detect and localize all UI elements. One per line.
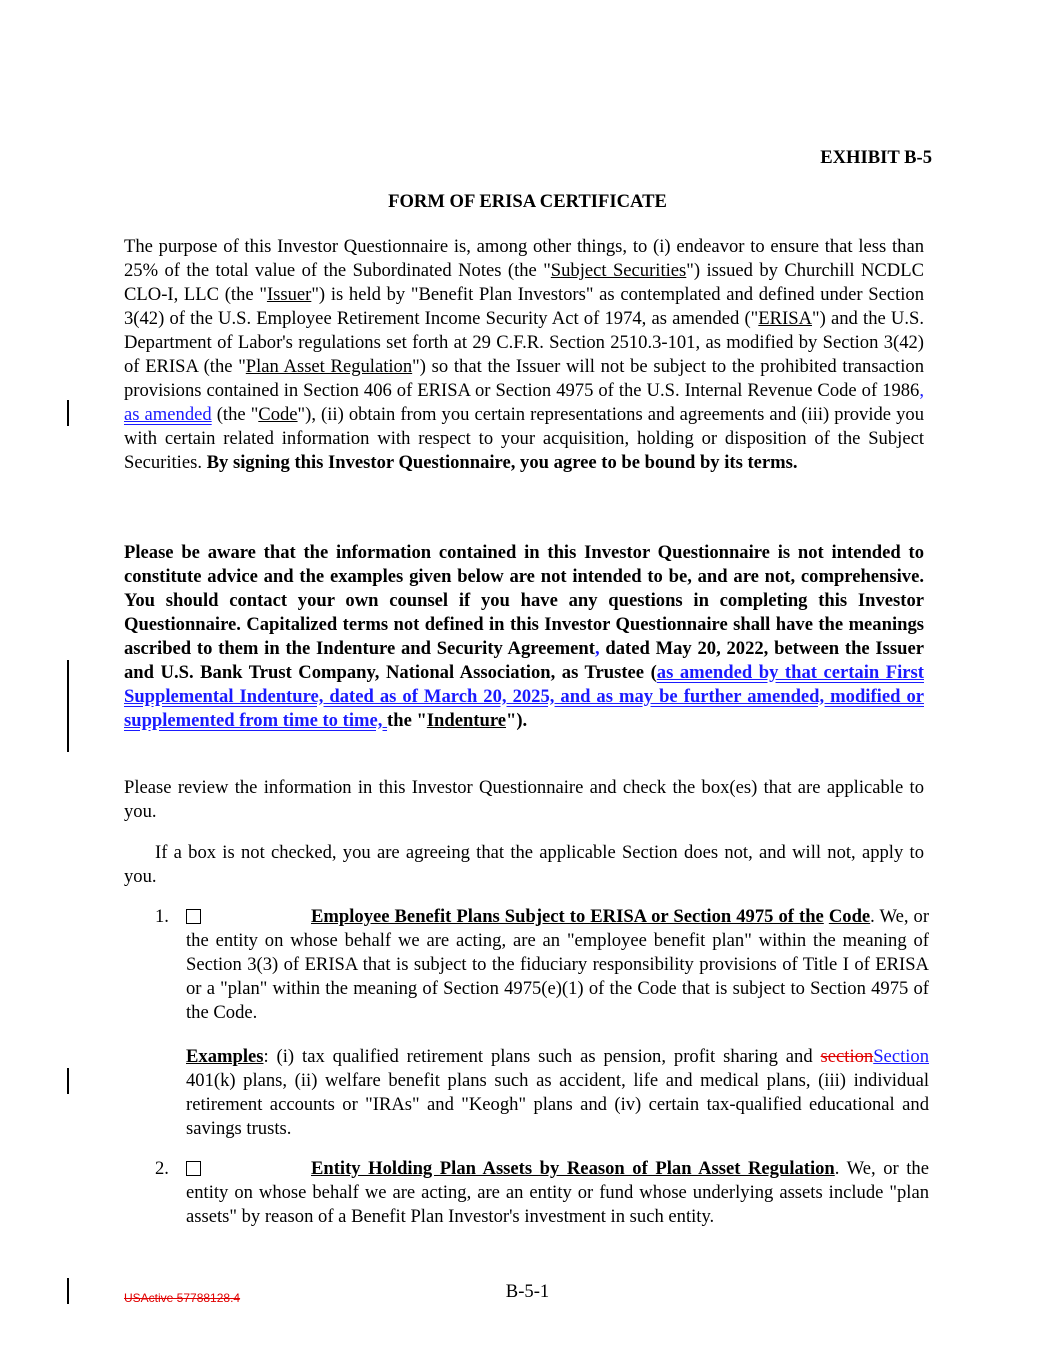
inserted-text: ,	[594, 638, 600, 659]
text-run: : (i) tax qualified retirement plans such as pension, profit sharing and	[263, 1046, 821, 1067]
item-heading: Code	[828, 906, 871, 927]
text-run: the "	[387, 710, 427, 731]
page-number: B-5-1	[505, 1281, 550, 1302]
item-number: 2.	[155, 1158, 169, 1179]
text-run: Please be aware that the information contained in this Investor Questionnaire is not intended to constitute advice and the examples given below are not intended to be, and are not, comprehensive. You should contact your own counsel if you have any questions in completing this Investor Questionnaire. Capitalized terms not defined in this Investor Questionnaire shall have the meanings ascribed to them in the Indenture and Security Agreement	[124, 542, 924, 659]
text-run: ") so that the Issuer will not be subject to the prohibited transaction provisions contained in Section 406 of ERISA or Section 4975 of the U.S. Internal Revenue Code of 1986	[124, 356, 924, 401]
defined-term-issuer: Issuer	[266, 284, 312, 305]
change-bar	[67, 1068, 69, 1094]
document-id: USActive 57788128.4	[124, 1291, 241, 1305]
text-run: The purpose of this Investor Questionnaire is, among other things, to (i) endeavor to ensure that less than 25% of the total value of the Subordinated Notes (the "	[124, 236, 924, 281]
intro-paragraph	[124, 235, 924, 475]
item-number: 1.	[155, 906, 169, 927]
change-bar	[67, 660, 69, 752]
inserted-text: Section	[873, 1046, 929, 1067]
defined-term-indenture: Indenture	[426, 710, 507, 731]
page-title: FORM OF ERISA CERTIFICATE	[388, 191, 667, 212]
bold-statement: By signing this Investor Questionnaire, you agree to be bound by its terms.	[206, 452, 798, 473]
text-run: "), (ii) obtain from you certain representations and agreements and (iii) provide you with certain related information with respect to your acquisition, holding or disposition of the Subject Securities.	[124, 404, 925, 473]
defined-term-plan-asset-regulation: Plan Asset Regulation	[245, 356, 413, 377]
item-body: . We, or the entity on whose behalf we are acting, are an entity or fund whose underlying assets include "plan assets" by reason of a Benefit Plan Investor's investment in such entity.	[186, 1158, 929, 1227]
item-body: . We, or the entity on whose behalf we are acting, are an "employee benefit plan" within the meaning of Section 3(3) of ERISA that is subject to the fiduciary responsibility provisions of Title I of ERISA or a "plan" within the meaning of Section 4975(e)(1) of the Code that is subject to Section 4975 of the Code.	[186, 906, 930, 1023]
default-note-paragraph: If a box is not checked, you are agreeing that the applicable Section does not, and will not, apply to you.	[124, 842, 924, 887]
text-run: ") is held by "Benefit Plan Investors" as contemplated and defined under Section 3(42) of the U.S. Employee Retirement Income Security Act of 1974, as amended ("	[124, 284, 925, 329]
item-1-examples	[186, 1045, 929, 1141]
text-run: dated May 20, 2022, between the Issuer and U.S. Bank Trust Company, National Association, as Trustee (	[124, 638, 924, 683]
defined-term-erisa: ERISA	[758, 308, 813, 329]
inserted-text: , as amended	[124, 380, 924, 425]
text-run: ") issued by Churchill NCDLC CLO-I, LLC (the "	[124, 260, 924, 305]
text-run: ") and the U.S. Department of Labor's regulations set forth at 29 C.F.R. Section 2510.3-101, as modified by Section 3(42) of ERISA (the "	[124, 308, 924, 377]
defined-term-subject-securities: Subject Securities	[550, 260, 687, 281]
inserted-text: as amended by that certain First Supplemental Indenture, dated as of March 20, 2025, and as may be further amended, modified or supplemented from time to time,	[124, 662, 924, 731]
text-run: 401(k) plans, (ii) welfare benefit plans such as accident, life and medical plans, (iii) individual retirement accounts or "IRAs" and "Keogh" plans and (iv) certain tax-qualified educational and savings trusts.	[186, 1070, 929, 1139]
item-2-text	[186, 1157, 929, 1229]
item-heading: Entity Holding Plan Assets by Reason of Plan Asset Regulation	[311, 1158, 835, 1179]
item-1-text	[186, 905, 929, 1025]
text-run: ").	[506, 710, 528, 731]
exhibit-label: EXHIBIT B-5	[820, 147, 932, 168]
text-run: (the "	[211, 404, 259, 425]
change-bar	[67, 400, 69, 426]
examples-label: Examples	[186, 1046, 264, 1067]
instructions-paragraph: Please review the information in this Investor Questionnaire and check the box(es) that are applicable to you.	[124, 777, 924, 822]
disclaimer-paragraph	[124, 541, 924, 733]
defined-term-code: Code	[258, 404, 298, 425]
deleted-text: section	[820, 1046, 874, 1067]
item-heading: Employee Benefit Plans Subject to ERISA or Section 4975 of the	[311, 906, 824, 927]
